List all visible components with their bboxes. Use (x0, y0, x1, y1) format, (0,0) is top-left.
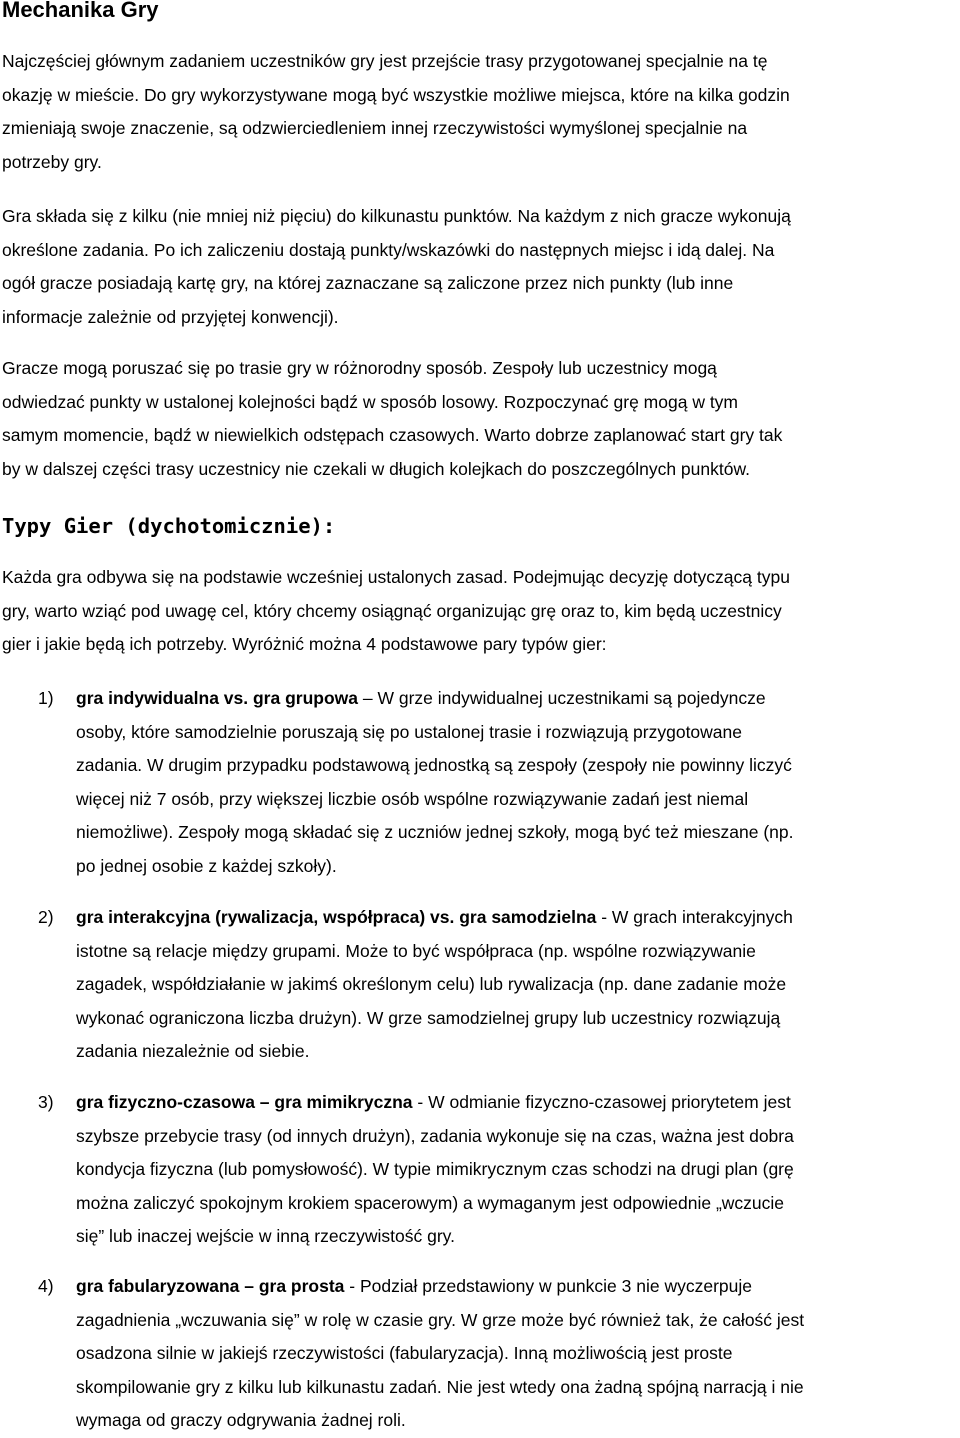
text-line: osadzona silnie w jakiejś rzeczywistości (fabularyzacja). Inną możliwością jest proste (76, 1343, 733, 1363)
type-pair-label: gra fizyczno-czasowa – gra mimikryczna (76, 1092, 413, 1112)
text-line: okazję w mieście. Do gry wykorzystywane mogą być wszystkie możliwe miejsca, które na kilka godzin (2, 84, 790, 105)
text-line (76, 901, 793, 935)
text-line: gry, warto wziąć pod uwagę cel, który chcemy osiągnąć organizując grę oraz to, kim będą uczestnicy (2, 600, 782, 621)
list-item (76, 682, 793, 883)
text-line: odwiedzać punkty w ustalonej kolejności bądź w sposób losowy. Rozpoczynać grę mogą w tym (2, 391, 739, 412)
text-fragment: - W odmianie fizyczno-czasowej priorytetem jest (412, 1092, 791, 1112)
text-line: niemożliwe). Zespoły mogą składać się z uczniów jednej szkoły, mogą być też mieszane (np. (76, 822, 794, 842)
text-line: by w dalszej części trasy uczestnicy nie czekali w długich kolejkach do poszczególnych punktów. (2, 458, 750, 479)
text-line: Każda gra odbywa się na podstawie wcześniej ustalonych zasad. Podejmując decyzję dotyczącą typu (2, 567, 790, 587)
text-line: zadania niezależnie od siebie. (76, 1041, 310, 1061)
text-line: Gracze mogą poruszać się po trasie gry w różnorodny sposób. Zespoły lub uczestnicy mogą (2, 358, 717, 378)
text-line: Gra składa się z kilku (nie mniej niż pięciu) do kilkunastu punktów. Na każdym z nich gracze wykonują (2, 206, 791, 226)
text-line: potrzeby gry. (2, 151, 102, 172)
text-line: osoby, które samodzielnie poruszają się po ustalonej trasie i rozwiązują przygotowane (76, 721, 742, 742)
text-line: się” lub inaczej wejście w inną rzeczywistość gry. (76, 1226, 455, 1246)
intro-paragraph (2, 45, 790, 179)
text-fragment: – W grze indywidualnej uczestnikami są pojedyncze (358, 688, 766, 708)
text-line: zadania. W drugim przypadku podstawową jednostką są zespoły (zespoły nie powinny liczyć (76, 755, 792, 775)
list-number: 1) (38, 688, 54, 708)
list-item (76, 1086, 794, 1254)
text-line: więcej niż 7 osób, przy większej liczbie osób wspólne rozwiązywanie zadań jest niemal (76, 788, 749, 809)
text-line: zmieniają swoje znaczenie, są odzwierciedleniem innej rzeczywistości wymyślonej specjalnie na (2, 118, 748, 138)
text-fragment: - Podział przedstawiony w punkcie 3 nie wyczerpuje (344, 1276, 752, 1296)
list-number: 2) (38, 907, 54, 927)
text-line (76, 682, 793, 716)
text-line: zagadek, współdziałanie w jakimś określonym celu) lub rywalizacja (np. dane zadanie może (76, 974, 787, 994)
text-line: zagadnienia „wczuwania się” w rolę w czasie gry. W grze może być również tak, że całość jest (76, 1309, 805, 1330)
text-line: określone zadania. Po ich zaliczeniu dostają punkty/wskazówki do następnych miejsc i idą dalej. Na (2, 239, 775, 260)
text-line (76, 1270, 804, 1304)
text-line (76, 1086, 794, 1120)
type-pair-label: gra interakcyjna (rywalizacja, współpraca) vs. gra samodzielna (76, 907, 597, 927)
points-paragraph (2, 200, 791, 334)
text-line: samym momencie, bądź w niewielkich odstępach czasowych. Warto dobrze zaplanować start gry tak (2, 425, 783, 445)
text-line: Najczęściej głównym zadaniem uczestników gry jest przejście trasy przygotowanej specjalnie na tę (2, 51, 768, 71)
text-line: po jednej osobie z każdej szkoły). (76, 855, 337, 876)
text-line: wymaga od graczy odgrywania żadnej roli. (76, 1410, 406, 1430)
text-line: kondycja fizyczna (lub pomysłowość). W typie mimikrycznym czas schodzi na drugi plan (grę (76, 1159, 794, 1179)
text-line: skompilowanie gry z kilku lub kilkunastu zadań. Nie jest wtedy ona żadną spójną narracją i nie (76, 1376, 804, 1397)
text-line: ogół gracze posiadają kartę gry, na której zaznaczane są zaliczone przez nich punkty (lub inne (2, 273, 734, 293)
text-line: gier i jakie będą ich potrzeby. Wyróżnić można 4 podstawowe pary typów gier: (2, 634, 607, 654)
movement-paragraph (2, 352, 782, 486)
type-pair-label: gra fabularyzowana – gra prosta (76, 1276, 345, 1296)
text-line: można zaliczyć spokojnym krokiem spacerowym) a wymaganym jest odpowiednie „wczucie (76, 1192, 785, 1213)
types-intro-paragraph (2, 561, 790, 662)
list-item (76, 1270, 804, 1438)
text-line: istotne są relacje między grupami. Może to być współpraca (np. wspólne rozwiązywanie (76, 940, 756, 961)
types-heading: Typy Gier (dychotomicznie): (2, 514, 336, 538)
text-line: wykonać ograniczona liczba drużyn). W grze samodzielnej grupy lub uczestnicy rozwiązują (76, 1007, 781, 1028)
list-number: 4) (38, 1276, 54, 1296)
type-pair-label: gra indywidualna vs. gra grupowa (76, 688, 358, 708)
text-line: szybsze przebycie trasy (od innych drużyn), zadania wykonuje się na czas, ważna jest dobra (76, 1125, 794, 1146)
text-fragment: - W grach interakcyjnych (596, 907, 793, 927)
list-number: 3) (38, 1092, 54, 1112)
list-item (76, 901, 793, 1069)
page-title: Mechanika Gry (2, 0, 159, 22)
text-line: informacje zależnie od przyjętej konwencji). (2, 306, 339, 327)
